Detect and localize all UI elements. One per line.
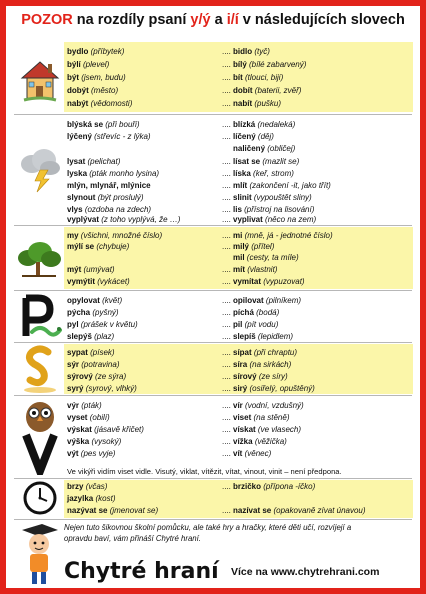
title-text-2: a [210,12,227,28]
page-title [6,6,420,34]
divider [14,519,412,520]
title-text-3: v následujících slovech [238,12,405,28]
section-bydlo: bydlo (příbytek) .... bidlo (tyč) býlí (plevel) .... bílý (bílé zabarvený) být (jsem, budu) .... bít (tlouci, biji) dobýt (město) .... dobít (baterii, zvěř) nabýt (vědomosti) .... nabít (pušku) [64,42,413,112]
title-yy: y/ý [190,12,211,28]
title-warning: POZOR [21,12,73,28]
divider [14,225,412,226]
brand-logo-text: Chytré hraní [64,559,219,584]
letter-p-snake-icon [18,294,62,340]
clock-icon [22,480,58,516]
section-my: my (všichni, množné číslo) .... mi (mně, já - jednotné číslo) mýlí se (chybuje) .... milý (přítel) mil (cesty, ta míle) mýt (umývat) .... mít (vlastnit) vymýtit (vykácet) .... vymítat (vypuzovat) [64,227,413,289]
divider [14,342,412,343]
cloud-lightning-icon [18,146,62,194]
divider [14,395,412,396]
kid-logo-icon [12,522,64,588]
owl-letter-v-icon [18,399,62,475]
house-icon [18,56,62,102]
section-vyr: výr (pták) .... vír (vodní, vzdušný) vyset (obilí) .... viset (na stěně) výskat (jásavě křičet) .... vískat (ve vlasech) výška (vysoký) .... vížka (věžička) výt (pes vyje) .... vít (věnec) [67,401,304,458]
divider [14,114,412,115]
section-opylovat: opylovat (květ) .... opilovat (pilníkem) pýcha (pyšný) .... píchá (bodá) pyl (prášek v květu) .... pil (pít vodu) slepýš (plaz) .... slepíš (lepidlem) [67,296,302,341]
section-sypat: sypat (písek) .... sípat (při chraptu) sýr (potravina) .... síra (na sirkách) sýrový (ze sýra) .... sírový (ze síry) syrý (syrový, vlhký) .... sirý (osiřelý, opuštěný) [64,344,413,394]
title-text-1: na rozdíly psaní [72,12,191,28]
promo-note: Nejen tuto šikovnou školní pomůcku, ale také hry a hračky, které děti učí, rozvíjejí a opravdu baví, vám přináší Chytré hraní. [64,523,352,543]
website-link[interactable]: Více na www.chytrehrani.com [231,566,380,578]
divider [14,478,412,479]
divider [14,290,412,291]
v-note: Ve vikýři vidím viset vidle. Visutý, viklat, vítězit, vítat, vinout, vinit – není předpona. [67,467,342,476]
section-brzy: brzy (včas) .... brzičko (přípona -íčko) jazylka (kost) nazývat se (jmenovat se) .... nazívat se (opakovaně zívat únavou) [64,480,413,518]
letter-s-sand-icon [20,344,60,394]
title-ii: i/í [226,12,239,28]
section-blyska: blýská se (při bouři) .... blízká (nedaleká) lýčený (střevíc - z lýka) .... líčený (děj) naličený (obličej) lysat (pelichat) .... lísat se (mazlit se) lyska (pták monho lysina) .... líska (keř, strom) mlýn, mlynář, mlýnice .... mlít (zakončení -it, jako třít) slynout (být proslulý) .... slinit (vypouštět sliny) vlys (ozdoba na zdech) .... lis (přístroj na lisování) vyplývat (z toho vyplývá, že …) .... vyplivat (něco na zem) [67,120,331,224]
bush-icon [16,238,62,278]
